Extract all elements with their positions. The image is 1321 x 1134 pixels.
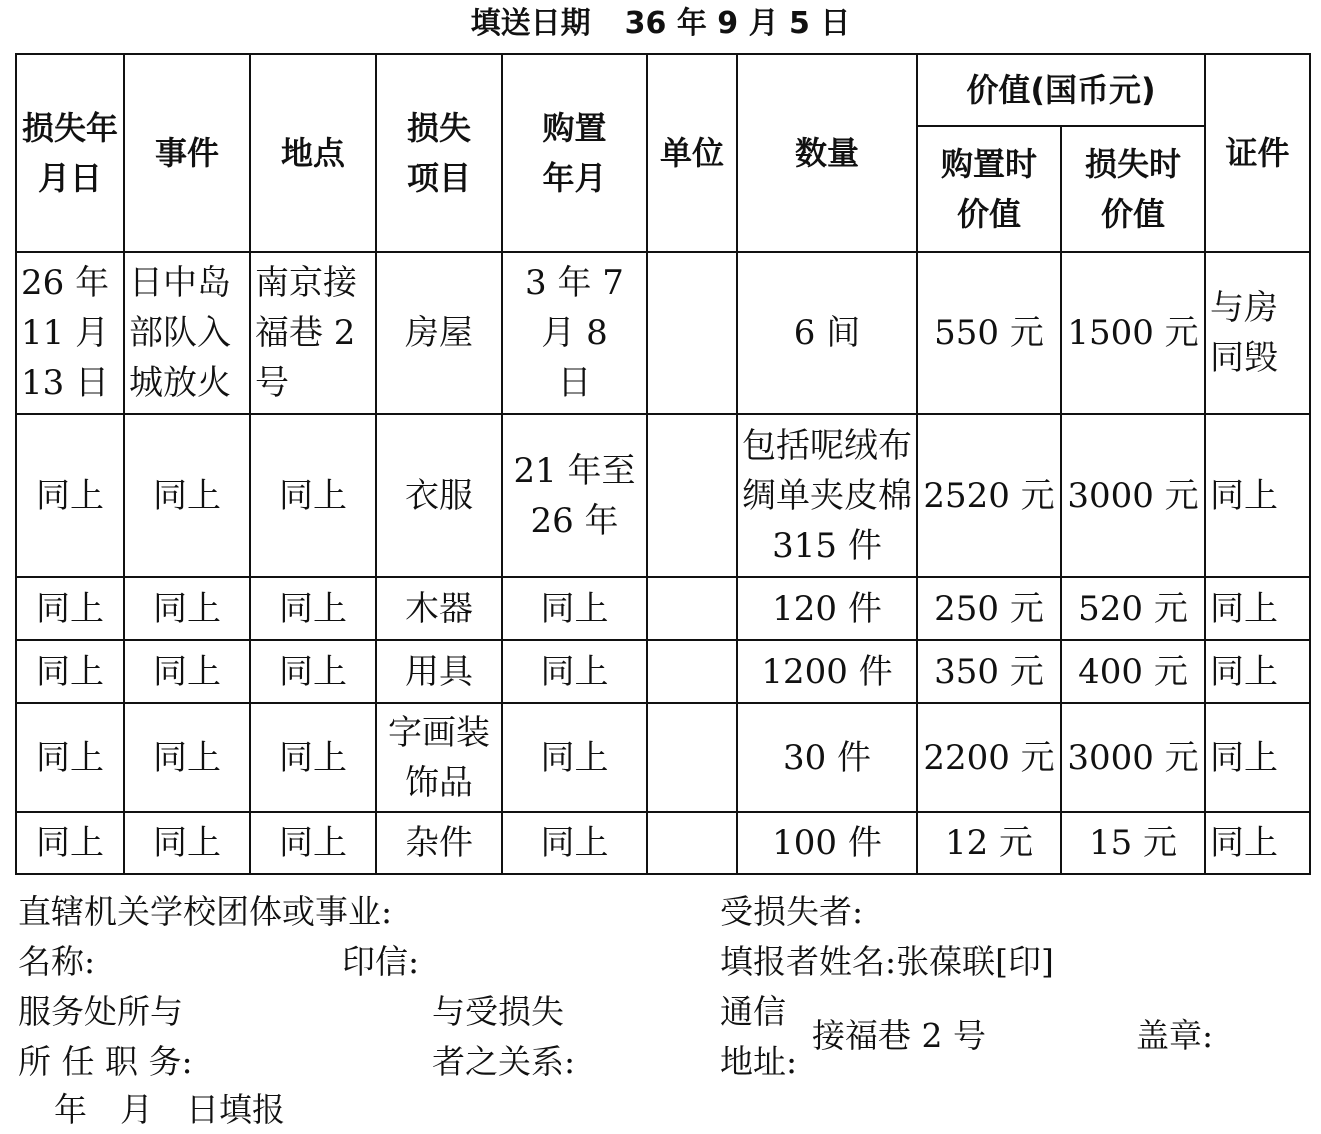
cell-quantity: 6 间 <box>737 252 917 414</box>
cell-event: 同上 <box>124 703 250 812</box>
cell-purchase-value: 350 元 <box>917 640 1061 703</box>
cell-loss-value: 3000 元 <box>1061 414 1205 577</box>
filler-label: 填报者姓名:张葆联[印] <box>720 942 1054 981</box>
cell-unit <box>647 812 737 874</box>
cell-loss-value: 1500 元 <box>1061 252 1205 414</box>
cell-unit <box>647 577 737 640</box>
cell-loss-date: 同上 <box>16 414 124 577</box>
victim-label: 受损失者: <box>720 892 864 931</box>
header-event: 事件 <box>124 54 250 252</box>
cell-purchase-value: 2200 元 <box>917 703 1061 812</box>
cell-proof: 与房同毁 <box>1205 252 1310 414</box>
table-row <box>16 812 1310 874</box>
header-loss-value: 损失时价值 <box>1061 126 1205 252</box>
table-row <box>16 414 1310 577</box>
name-label: 名称: <box>18 942 96 981</box>
cell-purchase-value: 250 元 <box>917 577 1061 640</box>
cell-purchase-date: 同上 <box>502 640 647 703</box>
cell-purchase-date: 同上 <box>502 812 647 874</box>
cell-loss-value: 520 元 <box>1061 577 1205 640</box>
date-line <box>0 2 1321 46</box>
cell-loss-date: 同上 <box>16 640 124 703</box>
cell-purchase-value: 12 元 <box>917 812 1061 874</box>
date-label: 填送日期 <box>470 6 591 41</box>
cell-item: 用具 <box>376 640 502 703</box>
cell-loss-date: 同上 <box>16 703 124 812</box>
cell-location: 南京接福巷 2 号 <box>250 252 376 414</box>
cell-unit <box>647 414 737 577</box>
cell-loss-value: 400 元 <box>1061 640 1205 703</box>
header-unit: 单位 <box>647 54 737 252</box>
cell-loss-value: 15 元 <box>1061 812 1205 874</box>
cell-quantity: 30 件 <box>737 703 917 812</box>
header-proof: 证件 <box>1205 54 1310 252</box>
date-value: 36 年 9 月 5 日 <box>624 6 851 41</box>
cell-purchase-date: 同上 <box>502 703 647 812</box>
cell-unit <box>647 703 737 812</box>
cell-purchase-value: 2520 元 <box>917 414 1061 577</box>
stamp-label: 盖章: <box>1136 1016 1214 1055</box>
cell-item: 木器 <box>376 577 502 640</box>
cell-purchase-date: 同上 <box>502 577 647 640</box>
cell-quantity: 100 件 <box>737 812 917 874</box>
cell-location: 同上 <box>250 640 376 703</box>
seal-label: 印信: <box>342 942 420 981</box>
cell-item: 字画装饰品 <box>376 703 502 812</box>
cell-event: 同上 <box>124 414 250 577</box>
address-label: 地址: <box>720 1042 798 1081</box>
contact-label: 通信 <box>720 992 786 1031</box>
header-loss-date: 损失年月日 <box>16 54 124 252</box>
cell-item: 衣服 <box>376 414 502 577</box>
cell-event: 同上 <box>124 640 250 703</box>
cell-proof: 同上 <box>1205 414 1310 577</box>
address-value: 接福巷 2 号 <box>812 1016 986 1055</box>
cell-quantity: 1200 件 <box>737 640 917 703</box>
cell-event: 同上 <box>124 577 250 640</box>
cell-loss-value: 3000 元 <box>1061 703 1205 812</box>
cell-unit <box>647 640 737 703</box>
cell-purchase-date: 21 年至 26 年 <box>502 414 647 577</box>
cell-proof: 同上 <box>1205 577 1310 640</box>
cell-proof: 同上 <box>1205 812 1310 874</box>
cell-item: 杂件 <box>376 812 502 874</box>
cell-location: 同上 <box>250 703 376 812</box>
cell-proof: 同上 <box>1205 703 1310 812</box>
cell-location: 同上 <box>250 577 376 640</box>
cell-loss-date: 26 年 11 月 13 日 <box>16 252 124 414</box>
cell-item: 房屋 <box>376 252 502 414</box>
cell-loss-date: 同上 <box>16 812 124 874</box>
table-row <box>16 640 1310 703</box>
office-label: 服务处所与 <box>18 992 183 1031</box>
cell-quantity: 120 件 <box>737 577 917 640</box>
cell-unit <box>647 252 737 414</box>
header-location: 地点 <box>250 54 376 252</box>
relation-label-2: 者之关系: <box>432 1042 576 1081</box>
relation-label-1: 与受损失 <box>432 992 564 1031</box>
table-row <box>16 252 1310 414</box>
fill-date: 年 月 日填报 <box>54 1090 285 1129</box>
header-value-group: 价值(国币元) <box>917 54 1205 126</box>
cell-event: 日中岛部队入城放火 <box>124 252 250 414</box>
cell-quantity: 包括呢绒布绸单夹皮棉 315 件 <box>737 414 917 577</box>
cell-proof: 同上 <box>1205 640 1310 703</box>
header-purchase-date: 购置年月 <box>502 54 647 252</box>
header-purchase-value: 购置时价值 <box>917 126 1061 252</box>
loss-table <box>15 53 1311 875</box>
cell-loss-date: 同上 <box>16 577 124 640</box>
org-label: 直辖机关学校团体或事业: <box>18 892 393 931</box>
table-row <box>16 577 1310 640</box>
table-row <box>16 703 1310 812</box>
cell-event: 同上 <box>124 812 250 874</box>
header-quantity: 数量 <box>737 54 917 252</box>
cell-purchase-date: 3 年 7 月 8 日 <box>502 252 647 414</box>
cell-location: 同上 <box>250 414 376 577</box>
header-item: 损失项目 <box>376 54 502 252</box>
position-label: 所 任 职 务: <box>18 1042 193 1081</box>
cell-purchase-value: 550 元 <box>917 252 1061 414</box>
cell-location: 同上 <box>250 812 376 874</box>
